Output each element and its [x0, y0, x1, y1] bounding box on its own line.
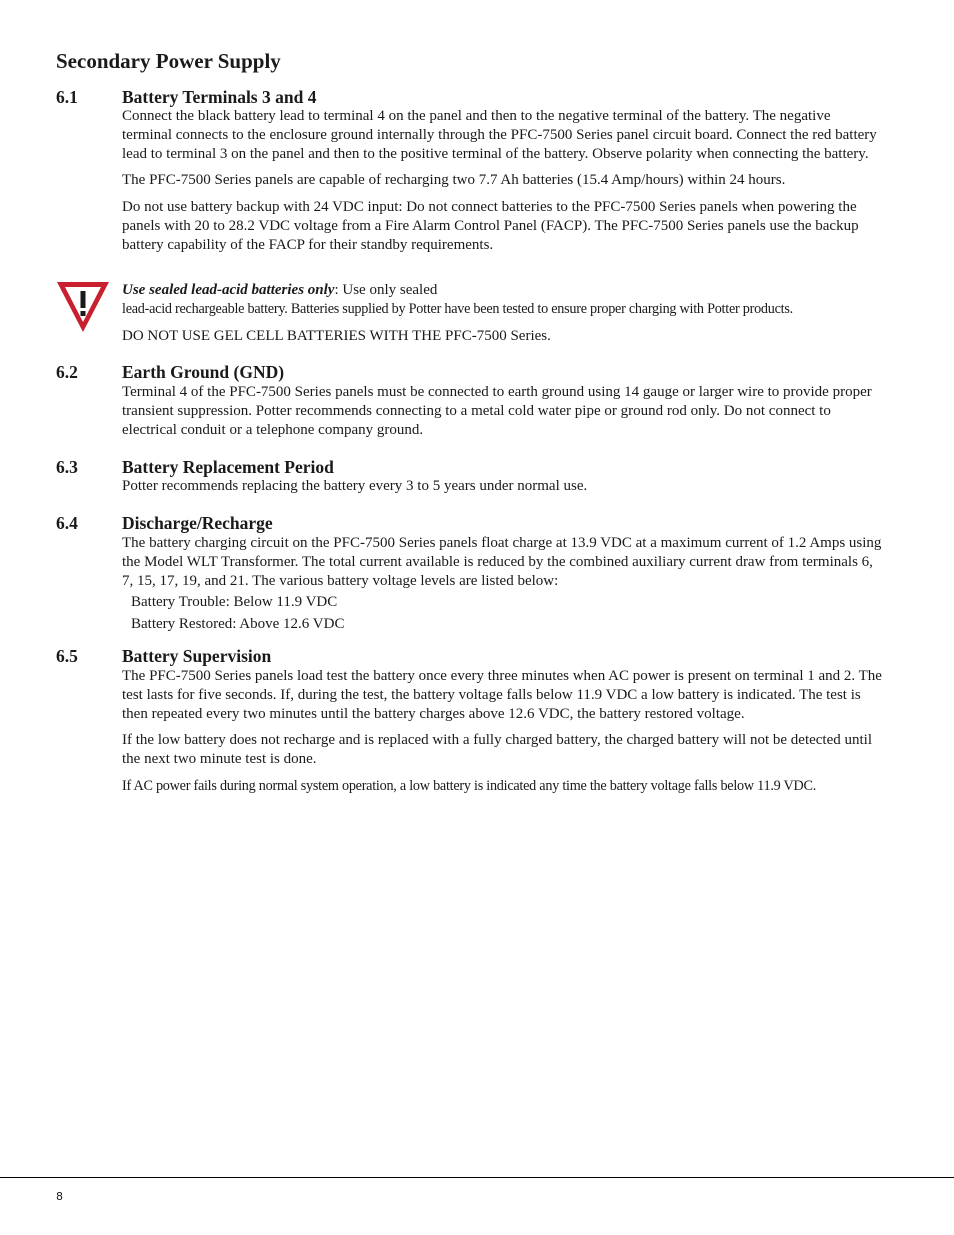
section-number: 6.2	[56, 362, 78, 382]
section-title: Discharge/Recharge	[122, 513, 273, 533]
section-6-3-body	[122, 477, 882, 496]
warning-emphasis: Use sealed lead-acid batteries only	[122, 282, 335, 298]
section-6-4-body	[122, 534, 882, 634]
paragraph: If AC power fails during normal system operation, a low battery is indicated any time the battery voltage falls below 11.9 VDC.	[122, 777, 817, 794]
section-number: 6.5	[56, 646, 78, 666]
paragraph: The PFC-7500 Series panels load test the battery once every three minutes when AC power is present on terminal 1 and 2. The test lasts for five seconds. If, during the test, the battery voltage falls below 11.9 VDC a low battery is indicated. The test is then repeated every two minutes until the battery charges above 12.6 VDC, the battery restored voltage.	[122, 668, 882, 722]
section-number: 6.4	[56, 513, 78, 533]
paragraph: If the low battery does not recharge and is replaced with a fully charged battery, the charged battery will not be detected until the next two minute test is done.	[122, 732, 872, 768]
footer-divider	[0, 1177, 954, 1178]
warning-text: : Use only sealed	[334, 282, 438, 298]
battery-trouble-level: Battery Trouble: Below 11.9 VDC	[131, 594, 338, 611]
caution-triangle-icon	[56, 281, 110, 333]
battery-restored-level: Battery Restored: Above 12.6 VDC	[131, 616, 345, 633]
section-title: Battery Supervision	[122, 646, 272, 666]
page-title: Secondary Power Supply	[56, 49, 281, 73]
paragraph: Potter recommends replacing the battery every 3 to 5 years under normal use.	[122, 478, 588, 494]
paragraph: The battery charging circuit on the PFC-7500 Series panels float charge at 13.9 VDC at a maximum current of 1.2 Amps using the Model WLT Transformer. The total current available is reduced by the combined auxiliary current draw from terminals 6, 7, 15, 17, 19, and 21. The various battery voltage levels are listed below:	[122, 535, 882, 589]
section-6-2-body	[122, 383, 882, 439]
section-number: 6.1	[56, 87, 78, 107]
paragraph: Terminal 4 of the PFC-7500 Series panels must be connected to earth ground using 14 gauge or larger wire to provide proper transient suppression. Potter recommends connecting to a metal cold water pipe or ground rod only. Do not connect to electrical conduit or a telephone company ground.	[122, 384, 872, 438]
warning-line-1	[122, 281, 882, 300]
section-6-5-body	[122, 667, 882, 796]
section-title: Battery Terminals 3 and 4	[122, 87, 317, 107]
paragraph: Connect the black battery lead to terminal 4 on the panel and then to the negative terminal of the battery. The negative terminal connects to the enclosure ground internally through the PFC-7500 Series panel circuit board. Connect the red battery lead to terminal 3 on the panel and then to the positive terminal of the battery. Observe polarity when connecting the battery.	[122, 108, 877, 162]
warning-line-2: lead-acid rechargeable battery. Batteries supplied by Potter have been tested to ensure proper charging with Potter products.	[122, 300, 793, 317]
page-number: 8	[56, 1190, 63, 1203]
paragraph: Do not use battery backup with 24 VDC input: Do not connect batteries to the PFC-7500 Series panels when powering the panels with 20 to 28.2 VDC voltage from a Fire Alarm Control Panel (FACP). The PFC-7500 Series panels use the backup battery capability of the FACP for their standby requirements.	[122, 199, 859, 253]
section-title: Earth Ground (GND)	[122, 362, 285, 382]
section-number: 6.3	[56, 457, 78, 477]
warning-note: DO NOT USE GEL CELL BATTERIES WITH THE PFC-7500 Series.	[122, 327, 551, 344]
section-6-1-body	[122, 107, 882, 255]
paragraph: The PFC-7500 Series panels are capable of recharging two 7.7 Ah batteries (15.4 Amp/hours) within 24 hours.	[122, 172, 786, 189]
warning-block	[122, 281, 882, 345]
section-title: Battery Replacement Period	[122, 457, 334, 477]
